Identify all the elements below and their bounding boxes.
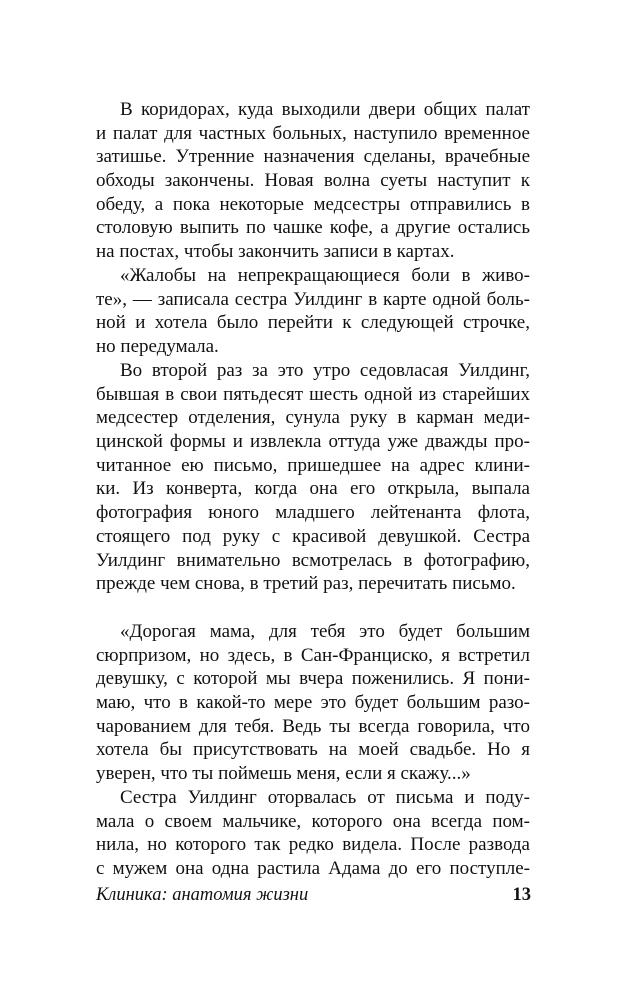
text-line: обходы закончены. Новая волна суеты наступит к [96,170,530,192]
text-line: чарованием для тебя. Ведь ты всегда говорила, что [96,715,530,737]
text-line: «Жалобы на непрекращающиеся боли в живо- [120,265,530,286]
text-line: столовую выпить по чашке кофе, а другие остались [96,217,530,239]
text-line: Во второй раз за это утро седовласая Уилдинг, [120,360,530,381]
text-line: В коридорах, куда выходили двери общих палат [120,99,530,120]
paragraph-2 [96,264,530,359]
text-line: ной и хотела было перейти к следующей строчке, [96,312,530,334]
paragraph-1 [96,98,530,264]
text-line: затишье. Утренние назначения сделаны, врачебные [96,146,530,168]
text-line: медсестер отделения, сунула руку в карман меди- [96,407,530,429]
text-line: стоящего под руку с красивой девушкой. Сестра [96,525,530,547]
text-line: бывшая в свои пятьдесят шесть одной из старейших [96,383,530,405]
text-line: на постах, чтобы закончить записи в картах. [96,241,455,263]
text-line: маю, что в какой-то мере это будет большим разо- [96,692,530,714]
text-line: читанное ею письмо, пришедшее на адрес клини- [96,454,530,476]
text-line: те», — записала сестра Уилдинг в карте одной боль- [96,288,530,310]
text-line: сюрпризом, но здесь, в Сан-Франциско, я встретил [96,644,530,666]
text-line: фотография юного младшего лейтенанта флота, [96,502,530,524]
text-line: нила, но которого так редко видела. После развода [96,834,530,856]
page-number: 13 [512,885,531,905]
text-line: с мужем она одна растила Адама до его поступле- [96,858,530,880]
text-line: девушку, с которой мы вчера поженились. Я пони- [96,668,530,690]
text-line: цинской формы и извлекла оттуда уже дважды про- [96,431,530,453]
text-line: Сестра Уилдинг оторвалась от письма и поду- [120,787,530,808]
text-line: «Дорогая мама, для тебя это будет большим [120,621,530,642]
running-footer-title: Клиника: анатомия жизни [96,885,309,905]
text-line: мала о своем мальчике, которого она всегда пом- [96,810,530,832]
text-line: Уилдинг внимательно всмотрелась в фотографию, [96,549,530,571]
text-line: ки. Из конверта, когда она его открыла, выпала [96,478,530,500]
text-line: хотела бы присутствовать на моей свадьбе. Но я [96,739,530,761]
text-line: прежде чем снова, в третий раз, перечитать письмо. [96,573,516,595]
paragraph-3 [96,359,530,596]
paragraph-5 [96,786,530,881]
text-line: но передумала. [96,336,219,358]
text-line: обеду, а пока некоторые медсестры отправились в [96,193,530,215]
letter-quote [96,620,530,786]
text-line: и палат для частных больных, наступило временное [96,122,530,144]
text-line: уверен, что ты поймешь меня, если я скажу...» [96,763,471,785]
